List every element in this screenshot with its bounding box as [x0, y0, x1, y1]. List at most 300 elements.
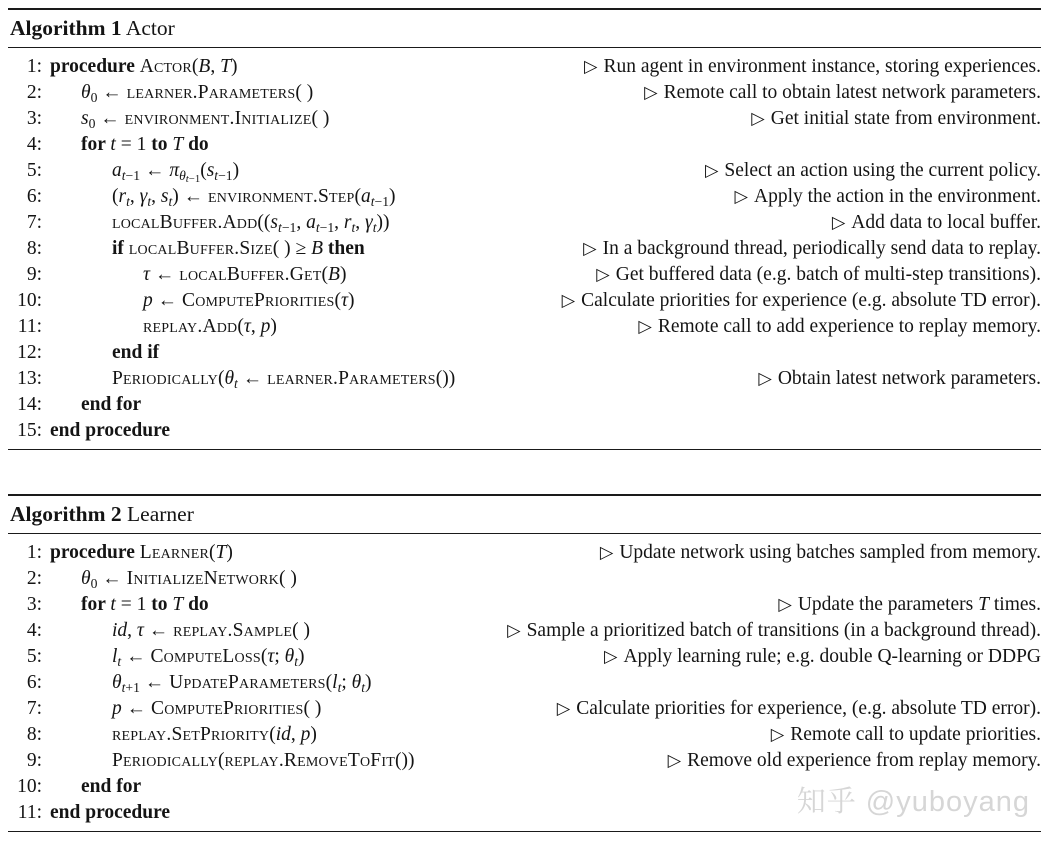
algorithm-line — [8, 540, 1041, 566]
code-segment: , — [250, 316, 261, 337]
code-segment: , — [355, 212, 366, 233]
code-segment: , — [334, 212, 344, 233]
code-segment: replay.Sample — [173, 620, 293, 641]
code-segment: p — [112, 698, 122, 719]
line-number: 2: — [26, 568, 42, 589]
line-number: 11: — [17, 316, 42, 337]
code-segment: Run agent in environment instance, storing experiences. — [603, 56, 1041, 77]
line-number: 7: — [26, 698, 42, 719]
code-segment: ) — [347, 290, 355, 311]
line-comment — [697, 158, 1041, 184]
comment-triangle-icon: ▷ — [604, 647, 618, 667]
code-segment: θ — [224, 368, 235, 389]
code-segment: γ — [365, 212, 373, 233]
code-segment: θ — [284, 646, 295, 667]
code-segment: In a background thread, periodically send data to replay. — [602, 238, 1041, 259]
code-segment: Get buffered data (e.g. batch of multi-step transitions). — [615, 264, 1041, 285]
code-segment: Apply learning rule; e.g. double Q-learning or DDPG — [623, 646, 1041, 667]
code-segment: Select an action using the current policy. — [724, 160, 1041, 181]
comment-triangle-icon: ▷ — [644, 83, 658, 103]
code-segment: ) — [339, 264, 347, 285]
code-segment: ) — [270, 316, 277, 337]
code-segment: l — [112, 646, 118, 667]
code-segment: ( — [325, 672, 333, 693]
code-segment: Calculate priorities for experience (e.g. absolute TD error). — [581, 290, 1041, 311]
code-segment: procedure — [50, 542, 140, 563]
code-segment: replay.Add — [143, 316, 238, 337]
code-segment: procedure — [50, 56, 140, 77]
code-segment: Remove old experience from replay memory. — [687, 750, 1041, 771]
comment-triangle-icon: ▷ — [556, 699, 571, 719]
line-code — [50, 644, 305, 671]
code-segment: ( — [237, 316, 244, 337]
code-segment: ( — [260, 646, 268, 667]
code-segment: ← — [97, 568, 127, 589]
line-code — [50, 696, 321, 722]
algorithm-line — [8, 184, 1041, 210]
line-comment — [588, 262, 1041, 288]
code-segment: T — [978, 594, 989, 615]
code-segment: ()) — [435, 368, 456, 389]
line-comment — [576, 54, 1041, 80]
line-number: 3: — [26, 594, 42, 615]
line-code — [50, 288, 354, 314]
code-segment: ( — [200, 160, 207, 181]
comment-triangle-icon: ▷ — [751, 109, 765, 129]
code-segment: t — [121, 680, 126, 695]
code-segment: Remote call to obtain latest network parameters. — [663, 82, 1041, 103]
code-segment: τ — [267, 646, 275, 667]
code-segment: for — [81, 594, 111, 615]
comment-triangle-icon: ▷ — [599, 543, 614, 563]
code-segment: π — [169, 160, 180, 181]
code-segment: ) ← — [172, 186, 209, 207]
code-segment: θ — [81, 568, 91, 589]
code-segment: ( ) ≥ — [272, 238, 312, 259]
line-number: 3: — [26, 108, 42, 129]
code-segment: UpdateParameters — [169, 672, 326, 693]
line-number: 13: — [17, 368, 42, 389]
code-segment: t — [372, 220, 377, 235]
code-segment: −1 — [374, 194, 390, 209]
line-comment — [750, 366, 1041, 392]
code-segment: t — [110, 134, 116, 155]
line-number: 10: — [17, 290, 42, 311]
code-segment: , — [129, 186, 140, 207]
code-segment: θ — [112, 672, 122, 693]
code-segment: environment.Step — [208, 186, 355, 207]
line-code — [50, 54, 237, 80]
code-segment: θ — [81, 82, 91, 103]
line-code — [50, 236, 365, 262]
code-segment: ( — [354, 186, 361, 207]
line-code — [50, 722, 317, 748]
line-number: 2: — [26, 82, 42, 103]
line-code — [50, 158, 239, 186]
code-segment: t — [278, 220, 282, 235]
code-segment: ComputePriorities — [151, 698, 304, 719]
code-segment: ( ) — [278, 568, 297, 589]
code-segment: , — [127, 620, 137, 641]
code-segment: l — [332, 672, 338, 693]
line-comment — [575, 236, 1041, 262]
algorithm-line — [8, 210, 1041, 236]
code-segment: γ — [139, 186, 148, 207]
algorithm-1-title — [8, 10, 1041, 47]
code-segment: replay.RemoveToFit — [224, 750, 395, 771]
line-comment — [630, 314, 1041, 340]
code-segment: end for — [81, 776, 142, 797]
code-segment: −1 — [218, 168, 233, 183]
code-segment: −1 — [125, 168, 141, 183]
algorithm-line — [8, 54, 1041, 80]
code-segment: Obtain latest network parameters. — [777, 368, 1041, 389]
code-segment: )) — [376, 212, 390, 233]
code-segment: environment.Initialize — [124, 108, 312, 129]
line-number: 9: — [26, 750, 42, 771]
bottom-rule — [8, 449, 1041, 450]
line-comment — [763, 722, 1041, 748]
algorithm-line — [8, 132, 1041, 158]
line-number: 4: — [26, 134, 42, 155]
code-segment: , — [296, 212, 307, 233]
code-segment: s — [270, 212, 279, 233]
line-code — [50, 210, 390, 237]
algorithm-line — [8, 236, 1041, 262]
code-segment: ) — [226, 542, 233, 563]
code-segment: end if — [112, 342, 160, 363]
line-number: 15: — [17, 420, 42, 441]
line-code — [50, 618, 310, 644]
code-segment: τ — [136, 620, 144, 641]
code-segment: Learner — [139, 542, 210, 563]
line-code — [50, 340, 159, 366]
code-segment: t — [168, 194, 173, 209]
comment-triangle-icon: ▷ — [583, 57, 598, 77]
code-segment: replay.SetPriority — [112, 724, 270, 745]
code-segment: id — [112, 620, 128, 641]
code-segment: Remote call to update priorities. — [790, 724, 1041, 745]
code-segment: , — [290, 724, 301, 745]
code-segment: 0 — [90, 576, 98, 591]
code-segment: t — [294, 654, 298, 669]
code-segment: t — [117, 654, 122, 669]
code-segment: localBuffer.Size — [128, 238, 273, 259]
code-segment: for — [81, 134, 111, 155]
code-segment: 0 — [90, 90, 98, 105]
algorithm-line — [8, 418, 1041, 444]
algorithm-line — [8, 644, 1041, 670]
code-segment: B — [328, 264, 340, 285]
algorithm-line — [8, 696, 1041, 722]
code-segment: ← — [152, 290, 182, 311]
algorithm-1-name: Actor — [121, 16, 175, 40]
line-code — [50, 774, 141, 800]
line-comment — [499, 618, 1041, 644]
code-segment: t — [234, 376, 238, 391]
code-segment: s — [206, 160, 215, 181]
algorithm-line — [8, 158, 1041, 184]
code-segment: T — [220, 56, 231, 77]
code-segment: do — [188, 594, 209, 615]
code-segment: ( — [209, 542, 216, 563]
code-segment: Periodically — [112, 750, 218, 771]
code-segment: ← — [237, 368, 268, 389]
line-number: 5: — [26, 160, 42, 181]
line-number: 14: — [17, 394, 42, 415]
line-number: 9: — [26, 264, 42, 285]
zhihu-watermark: 知乎 @yuboyang — [796, 786, 1030, 818]
line-comment — [727, 184, 1041, 210]
line-comment — [636, 80, 1041, 106]
code-segment: Update network using batches sampled from memory. — [619, 542, 1041, 563]
code-segment: to — [151, 134, 168, 155]
code-segment: B — [198, 56, 211, 77]
line-number: 11: — [17, 802, 42, 823]
code-segment: ( — [217, 750, 225, 771]
code-segment: localBuffer.Get — [179, 264, 322, 285]
code-segment: ← — [143, 620, 174, 641]
line-code — [50, 314, 277, 340]
code-segment: t — [337, 680, 342, 695]
comment-triangle-icon: ▷ — [831, 213, 846, 233]
code-segment: t — [126, 194, 130, 209]
comment-triangle-icon: ▷ — [561, 291, 576, 311]
code-segment: , — [151, 186, 161, 207]
comment-triangle-icon: ▷ — [758, 369, 772, 389]
code-segment: ( ) — [295, 82, 314, 103]
line-code — [50, 366, 455, 393]
code-segment: ( ) — [303, 698, 322, 719]
line-code — [50, 184, 396, 211]
comment-triangle-icon: ▷ — [734, 187, 748, 207]
code-segment: τ — [243, 316, 251, 337]
comment-triangle-icon: ▷ — [778, 595, 792, 615]
code-segment: a — [360, 186, 371, 207]
code-segment: id — [275, 724, 291, 745]
code-segment: ComputeLoss — [150, 646, 261, 667]
comment-triangle-icon: ▷ — [583, 239, 597, 259]
code-segment: a — [306, 212, 316, 233]
line-code — [50, 80, 313, 107]
code-segment: Calculate priorities for experience, (e.g. absolute TD error). — [576, 698, 1041, 719]
code-segment: T — [215, 542, 227, 563]
code-segment: ( — [112, 186, 119, 207]
code-segment: do — [188, 134, 209, 155]
line-number: 12: — [17, 342, 42, 363]
code-segment: t — [121, 168, 126, 183]
line-comment — [554, 288, 1041, 314]
code-segment: ) — [298, 646, 305, 667]
line-code — [50, 418, 170, 444]
code-segment: t — [315, 220, 320, 235]
line-comment — [824, 210, 1041, 236]
code-segment: θ — [179, 168, 186, 183]
line-comment — [743, 106, 1041, 132]
code-segment: ← — [139, 672, 170, 693]
line-code — [50, 800, 170, 826]
code-segment: if — [112, 238, 129, 259]
code-segment: (( — [257, 212, 271, 233]
code-segment: ← — [95, 108, 125, 129]
line-code — [50, 106, 329, 133]
line-number: 1: — [26, 56, 42, 77]
line-number: 5: — [26, 646, 42, 667]
code-segment: times. — [989, 594, 1041, 615]
code-segment: ( ) — [292, 620, 310, 641]
code-segment: ← — [140, 160, 170, 181]
code-segment: localBuffer.Add — [112, 212, 258, 233]
line-comment — [596, 644, 1041, 670]
line-code — [50, 392, 141, 418]
code-segment: ; — [341, 672, 352, 693]
code-segment: T — [172, 134, 184, 155]
code-segment: a — [112, 160, 122, 181]
code-segment: t — [110, 594, 116, 615]
code-segment: end procedure — [50, 420, 171, 441]
comment-triangle-icon: ▷ — [596, 265, 610, 285]
algorithm-line — [8, 366, 1041, 392]
code-segment: , — [210, 56, 221, 77]
code-segment: Get initial state from environment. — [770, 108, 1041, 129]
code-segment: t — [351, 220, 356, 235]
code-segment: Actor — [139, 56, 192, 77]
code-segment: r — [343, 212, 352, 233]
code-segment: ( — [269, 724, 276, 745]
comment-triangle-icon: ▷ — [507, 621, 521, 641]
algorithm-2-title — [8, 496, 1041, 533]
algorithm-line — [8, 618, 1041, 644]
line-comment — [549, 696, 1041, 722]
line-code — [50, 566, 297, 593]
bottom-rule — [8, 831, 1041, 832]
algorithm-2-name: Learner — [121, 502, 194, 526]
algorithm-line — [8, 106, 1041, 132]
line-comment — [592, 540, 1041, 566]
algorithm-line — [8, 340, 1041, 366]
algorithm-1-block — [8, 8, 1041, 450]
line-number: 6: — [26, 672, 42, 693]
line-code — [50, 262, 346, 288]
algorithm-line — [8, 392, 1041, 418]
comment-triangle-icon: ▷ — [770, 725, 785, 745]
code-segment: InitializeNetwork — [126, 568, 279, 589]
code-segment: p — [260, 316, 271, 337]
code-segment: learner.Parameters — [126, 82, 296, 103]
code-segment: B — [311, 238, 323, 259]
code-segment: −1 — [281, 220, 297, 235]
code-segment: r — [118, 186, 127, 207]
code-segment: −1 — [319, 220, 335, 235]
code-segment: Update the parameters — [797, 594, 979, 615]
code-segment: to — [151, 594, 168, 615]
algorithm-line — [8, 80, 1041, 106]
code-segment: Periodically — [112, 368, 218, 389]
algorithm-1-lines — [8, 48, 1041, 449]
line-number: 10: — [17, 776, 42, 797]
code-segment: T — [172, 594, 184, 615]
comment-triangle-icon: ▷ — [638, 317, 652, 337]
algorithm-line — [8, 722, 1041, 748]
code-segment: s — [81, 108, 89, 129]
code-segment: ( ) — [311, 108, 330, 129]
line-code — [50, 132, 209, 158]
code-segment: s — [160, 186, 169, 207]
algorithm-line — [8, 748, 1041, 774]
code-segment: p — [300, 724, 311, 745]
code-segment: end for — [81, 394, 142, 415]
code-segment: ← — [149, 264, 180, 285]
line-number: 7: — [26, 212, 42, 233]
code-segment: τ — [143, 264, 150, 285]
code-segment: ) — [310, 724, 317, 745]
code-segment: τ — [340, 290, 348, 311]
algorithm-line — [8, 670, 1041, 696]
line-code — [50, 592, 209, 618]
code-segment: = 1 — [115, 134, 152, 155]
code-segment: Sample a prioritized batch of transitions (in a background thread). — [526, 620, 1041, 641]
code-segment: ; — [274, 646, 285, 667]
code-segment: Remote call to add experience to replay memory. — [657, 316, 1041, 337]
line-comment — [770, 592, 1041, 618]
algorithm-line — [8, 566, 1041, 592]
code-segment: t — [214, 168, 219, 183]
code-segment: = 1 — [115, 594, 152, 615]
algorithm-line — [8, 288, 1041, 314]
code-segment: Apply the action in the environment. — [753, 186, 1041, 207]
comment-triangle-icon: ▷ — [667, 751, 682, 771]
code-segment: ( — [334, 290, 341, 311]
code-segment: 0 — [88, 116, 96, 131]
code-segment: ) — [230, 56, 238, 77]
code-segment: ( — [191, 56, 199, 77]
code-segment: ) — [365, 672, 372, 693]
code-segment: ← — [121, 698, 151, 719]
line-number: 6: — [26, 186, 42, 207]
line-code — [50, 748, 414, 774]
line-number: 4: — [26, 620, 42, 641]
code-segment: ()) — [394, 750, 415, 771]
line-code — [50, 540, 233, 566]
comment-triangle-icon: ▷ — [704, 161, 719, 181]
code-segment: +1 — [125, 680, 140, 695]
line-code — [50, 670, 372, 697]
code-segment: ComputePriorities — [182, 290, 335, 311]
code-segment: −1 — [188, 173, 201, 185]
algorithm-2-label: Algorithm 2 — [10, 502, 122, 526]
code-segment: p — [143, 290, 153, 311]
line-number: 1: — [26, 542, 42, 563]
code-segment: t — [185, 173, 189, 185]
algorithm-line — [8, 592, 1041, 618]
algorithm-1-label: Algorithm 1 — [10, 16, 122, 40]
code-segment: Add data to local buffer. — [851, 212, 1041, 233]
code-segment: ( — [321, 264, 329, 285]
line-comment — [660, 748, 1041, 774]
code-segment: θ — [351, 672, 362, 693]
code-segment: t — [361, 680, 366, 695]
line-number: 8: — [26, 724, 42, 745]
code-segment: ← — [121, 646, 151, 667]
code-segment: t — [370, 194, 375, 209]
algorithm-line — [8, 262, 1041, 288]
code-segment: ) — [232, 160, 240, 181]
code-segment: ← — [97, 82, 127, 103]
code-segment: ( — [217, 368, 225, 389]
code-segment: end procedure — [50, 802, 171, 823]
code-segment: then — [327, 238, 365, 259]
algorithm-line — [8, 314, 1041, 340]
